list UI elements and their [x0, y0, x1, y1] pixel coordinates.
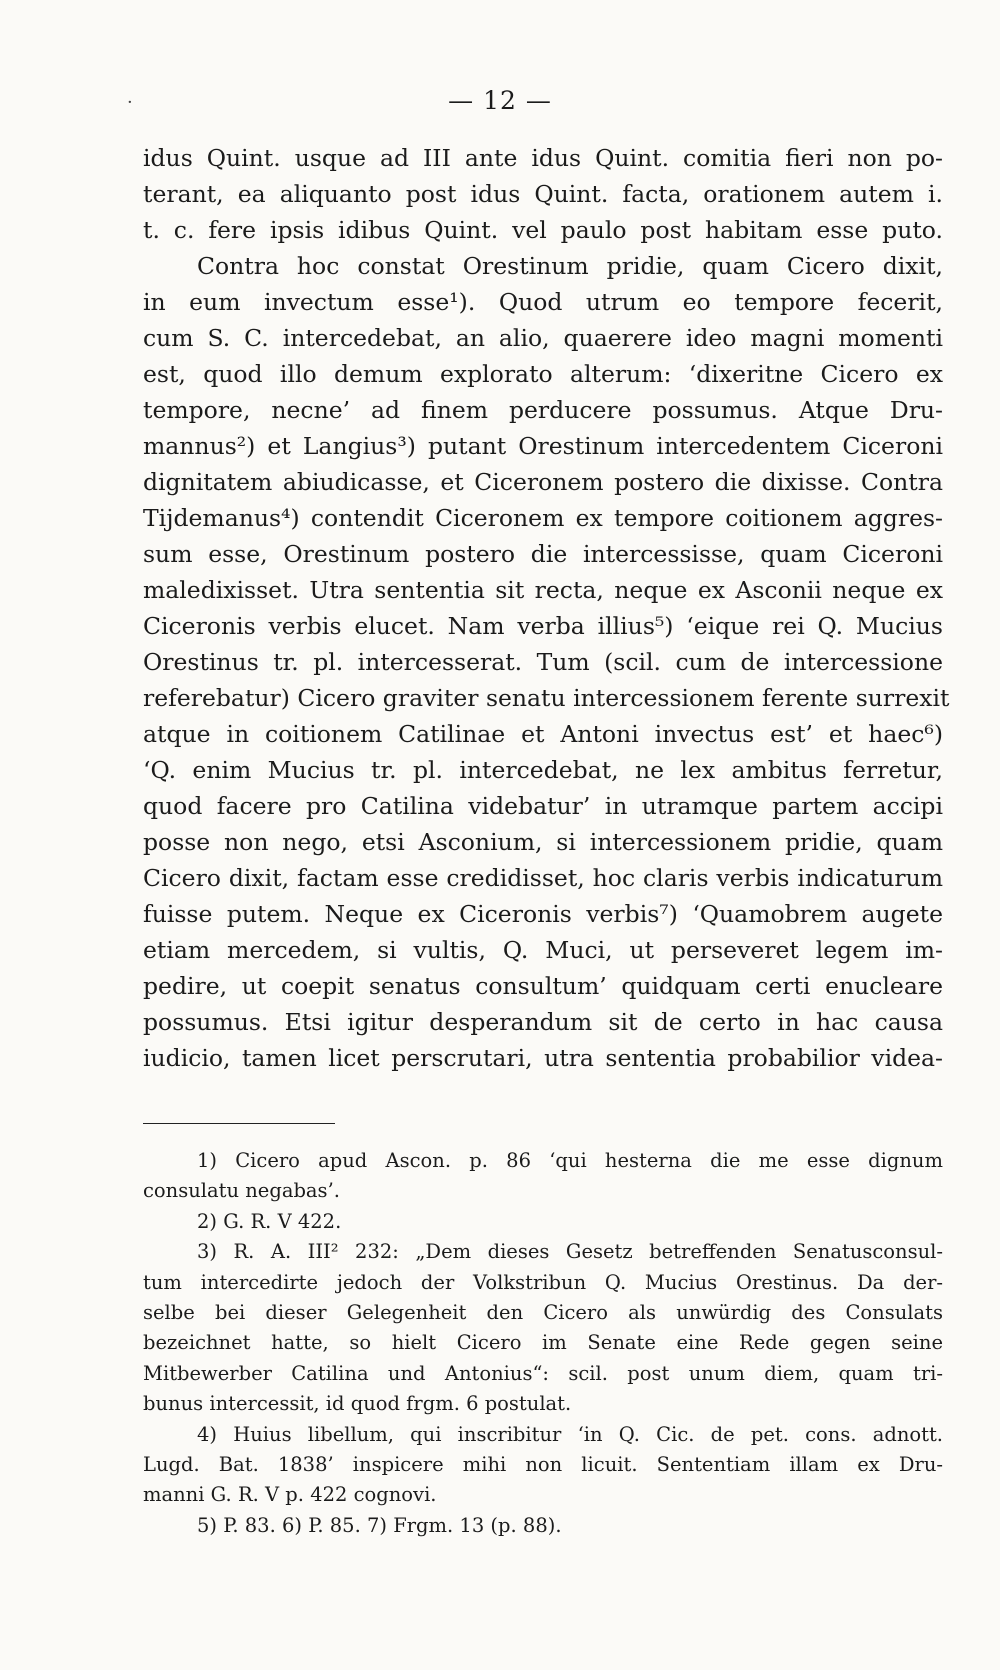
- footnotes: [143, 1146, 943, 1541]
- text-line: posse non nego, etsi Asconium, si intercessionem pridie, quam: [143, 828, 943, 856]
- text-line: cum S. C. intercedebat, an alio, quaerere ideo magni momenti: [143, 324, 943, 352]
- text-line: atque in coitionem Catilinae et Antoni invectus est’ et haec⁶): [143, 720, 943, 748]
- footnote-line: Lugd. Bat. 1838’ inspicere mihi non licuit. Sententiam illam ex Dru-: [143, 1452, 943, 1476]
- text-line: fuisse putem. Neque ex Ciceronis verbis⁷) ‘Quamobrem augete: [143, 900, 943, 928]
- text-line: Tijdemanus⁴) contendit Ciceronem ex tempore coitionem aggres-: [143, 504, 943, 532]
- text-line: sum esse, Orestinum postero die intercessisse, quam Ciceroni: [143, 540, 943, 568]
- footnote-line: 2) G. R. V 422.: [197, 1209, 342, 1233]
- text-line: idus Quint. usque ad III ante idus Quint. comitia fieri non po-: [143, 144, 943, 172]
- footnote-line: 1) Cicero apud Ascon. p. 86 ‘qui hesterna die me esse dignum: [197, 1149, 943, 1172]
- footnote-line: bunus intercessit, id quod frgm. 6 postulat.: [143, 1392, 572, 1416]
- footnote-divider: [143, 1123, 335, 1124]
- footnote-line: bezeichnet hatte, so hielt Cicero im Senate eine Rede gegen seine: [143, 1331, 943, 1355]
- footnote-line: 5) P. 83. 6) P. 85. 7) Frgm. 13 (p. 88).: [197, 1513, 562, 1537]
- ink-speck: ·: [127, 92, 133, 113]
- text-line: ‘Q. enim Mucius tr. pl. intercedebat, ne lex ambitus ferretur,: [143, 756, 943, 784]
- text-line: referebatur) Cicero graviter senatu intercessionem ferente surrexit: [143, 684, 950, 712]
- text-line: t. c. fere ipsis idibus Quint. vel paulo post habitam esse puto.: [143, 216, 943, 244]
- text-line: mannus²) et Langius³) putant Orestinum intercedentem Ciceroni: [143, 432, 943, 460]
- text-line: quod facere pro Catilina videbatur’ in utramque partem accipi: [143, 792, 943, 820]
- footnote-line: 4) Huius libellum, qui inscribitur ‘in Q. Cic. de pet. cons. adnott.: [197, 1422, 943, 1446]
- text-line: terant, ea aliquanto post idus Quint. facta, orationem autem i.: [143, 180, 943, 208]
- main-text: [143, 140, 950, 1076]
- text-line: possumus. Etsi igitur desperandum sit de certo in hac causa: [143, 1008, 943, 1036]
- text-line: iudicio, tamen licet perscrutari, utra sententia probabilior videa-: [143, 1044, 943, 1072]
- footnote-line: 3) R. A. III² 232: „Dem dieses Gesetz betreffenden Senatusconsul-: [197, 1240, 943, 1264]
- text-line: etiam mercedem, si vultis, Q. Muci, ut perseveret legem im-: [143, 936, 943, 964]
- text-line: in eum invectum esse¹). Quod utrum eo tempore fecerit,: [143, 288, 943, 316]
- footnote-line: selbe bei dieser Gelegenheit den Cicero als unwürdig des Consulats: [143, 1300, 943, 1324]
- page-number: — 12 —: [448, 86, 552, 115]
- footnote-line: tum intercedirte jedoch der Volkstribun Q. Mucius Orestinus. Da der-: [143, 1270, 943, 1294]
- text-line: Orestinus tr. pl. intercesserat. Tum (scil. cum de intercessione: [143, 648, 943, 676]
- text-line: Contra hoc constat Orestinum pridie, quam Cicero dixit,: [197, 252, 943, 280]
- text-line: est, quod illo demum explorato alterum: ‘dixeritne Cicero ex: [143, 360, 943, 388]
- text-line: Ciceronis verbis elucet. Nam verba illius⁵) ‘eique rei Q. Mucius: [143, 612, 943, 640]
- footnote-line: consulatu negabas’.: [143, 1179, 340, 1203]
- footnote-line: manni G. R. V p. 422 cognovi.: [143, 1483, 437, 1507]
- text-line: tempore, necne’ ad finem perducere possumus. Atque Dru-: [143, 396, 943, 424]
- footnote-line: Mitbewerber Catilina und Antonius“: scil. post unum diem, quam tri-: [143, 1361, 943, 1385]
- text-line: dignitatem abiudicasse, et Ciceronem postero die dixisse. Contra: [143, 468, 943, 496]
- text-line: Cicero dixit, factam esse credidisset, hoc claris verbis indicaturum: [143, 864, 943, 892]
- text-line: pedire, ut coepit senatus consultum’ quidquam certi enucleare: [143, 972, 943, 1000]
- text-line: maledixisset. Utra sententia sit recta, neque ex Asconii neque ex: [143, 576, 943, 604]
